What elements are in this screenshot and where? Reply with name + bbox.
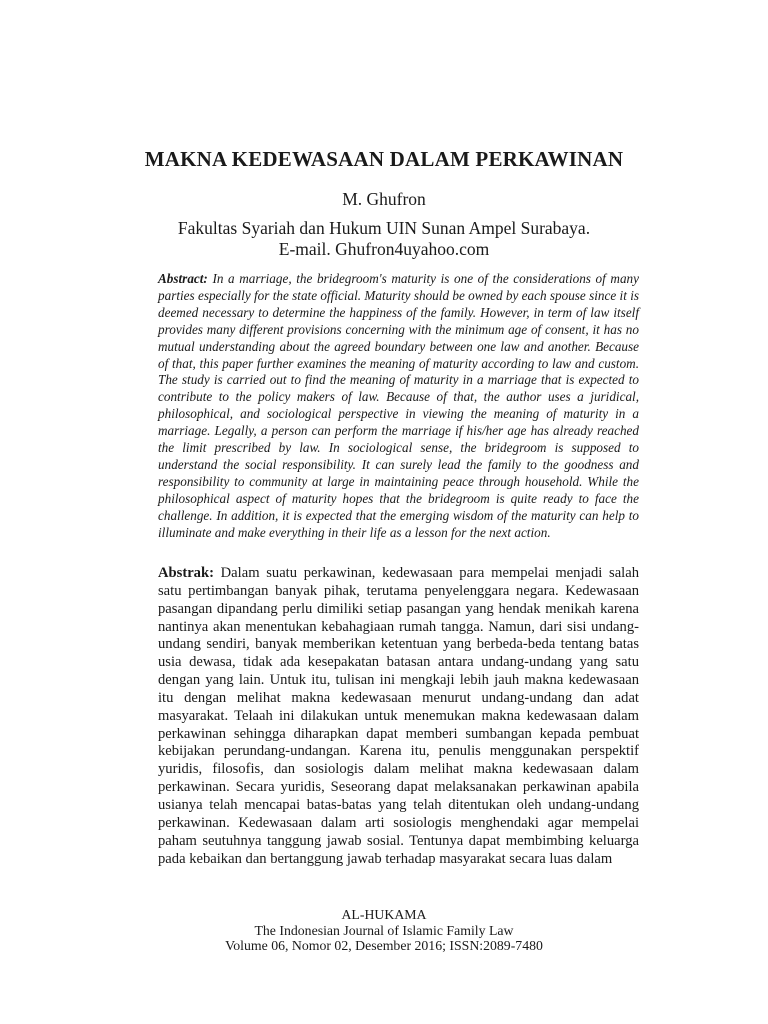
- author-affiliation-block: [0, 218, 768, 260]
- author-name: M. Ghufron: [342, 189, 426, 209]
- abstract-english-text: In a marriage, the bridegroom's maturity is one of the considerations of many parties especially for the state official. Maturity should be owned by each spouse since it is deemed necessary to determine the happiness of the family. However, in term of law itself provides many different provisions concerning with the minimum age of consent, it has no mutual understanding about the agreed boundary between one law and another. Because of that, this paper further examines the meaning of maturity according to law and custom. The study is carried out to find the meaning of maturity in a marriage that is expected to contribute to the policy makers of law. Because of that, the author uses a juridical, philosophical, and sociological perspective in viewing the meaning of maturity in a marriage. Legally, a person can perform the marriage if his/her age has already reached the limit prescribed by law. In sociological sense, the bridegroom is supposed to understand the social responsibility. It can surely lead the family to the goodness and responsibility to community at large in maintaining peace through household. While the philosophical aspect of maturity hopes that the bridegroom is quite ready to face the challenge. In addition, it is expected that the emerging wisdom of the maturity can help to illuminate and make everything in their life as a lesson for the next action.: [158, 271, 639, 540]
- affiliation-text: Fakultas Syariah dan Hukum UIN Sunan Ampel Surabaya.: [177, 218, 591, 238]
- abstract-indonesian: [158, 565, 639, 868]
- author-email: E-mail. Ghufron4uyahoo.com: [278, 239, 490, 259]
- journal-footer: [0, 907, 768, 954]
- journal-name: AL-HUKAMA: [341, 907, 427, 922]
- abstract-english: [158, 271, 639, 542]
- abstract-indonesian-label: Abstrak:: [158, 565, 221, 581]
- journal-subtitle: The Indonesian Journal of Islamic Family Law: [254, 922, 514, 938]
- abstract-english-label: Abstract:: [158, 271, 213, 286]
- journal-volume-issn: Volume 06, Nomor 02, Desember 2016; ISSN:2089-7480: [225, 938, 543, 953]
- abstract-indonesian-text: Dalam suatu perkawinan, kedewasaan para mempelai menjadi salah satu pertimbangan banyak pihak, terutama penyelenggara negara. Kedewasaan pasangan dipandang perlu dimiliki setiap pasangan yang hendak menikah karena nantinya akan menentukan kebahagiaan rumah tangga. Namun, dari sisi undang-undang sendiri, banyak memberikan ketentuan yang berbeda-beda tentang batas usia dewasa, tidak ada kesepakatan batasan antara undang-undang yang satu dengan yang lain. Untuk itu, tulisan ini mengkaji lebih jauh makna kedewasaan itu dengan melihat makna kedewasaan menurut undang-undang dan adat masyarakat. Telaah ini dilakukan untuk menemukan makna kedewasaan dalam perkawinan sehingga diharapkan dapat memberi sumbangan kepada pembuat kebijakan perundang-undangan. Karena itu, penulis menggunakan perspektif yuridis, filosofis, dan sosiologis dalam melihat makna kedewasaan dalam perkawinan. Secara yuridis, Seseorang dapat melaksanakan perkawinan apabila usianya telah mencapai batas-batas yang telah ditentukan oleh undang-undang perkawinan. Kedewasaan dalam arti sosiologis menghendaki agar mempelai paham seutuhnya tanggung jawab sosial. Tentunya dapat membimbing keluarga pada kebaikan dan bertanggung jawab terhadap masyarakat secara luas dalam: [158, 565, 639, 867]
- paper-title: MAKNA KEDEWASAAN DALAM PERKAWINAN: [144, 147, 624, 171]
